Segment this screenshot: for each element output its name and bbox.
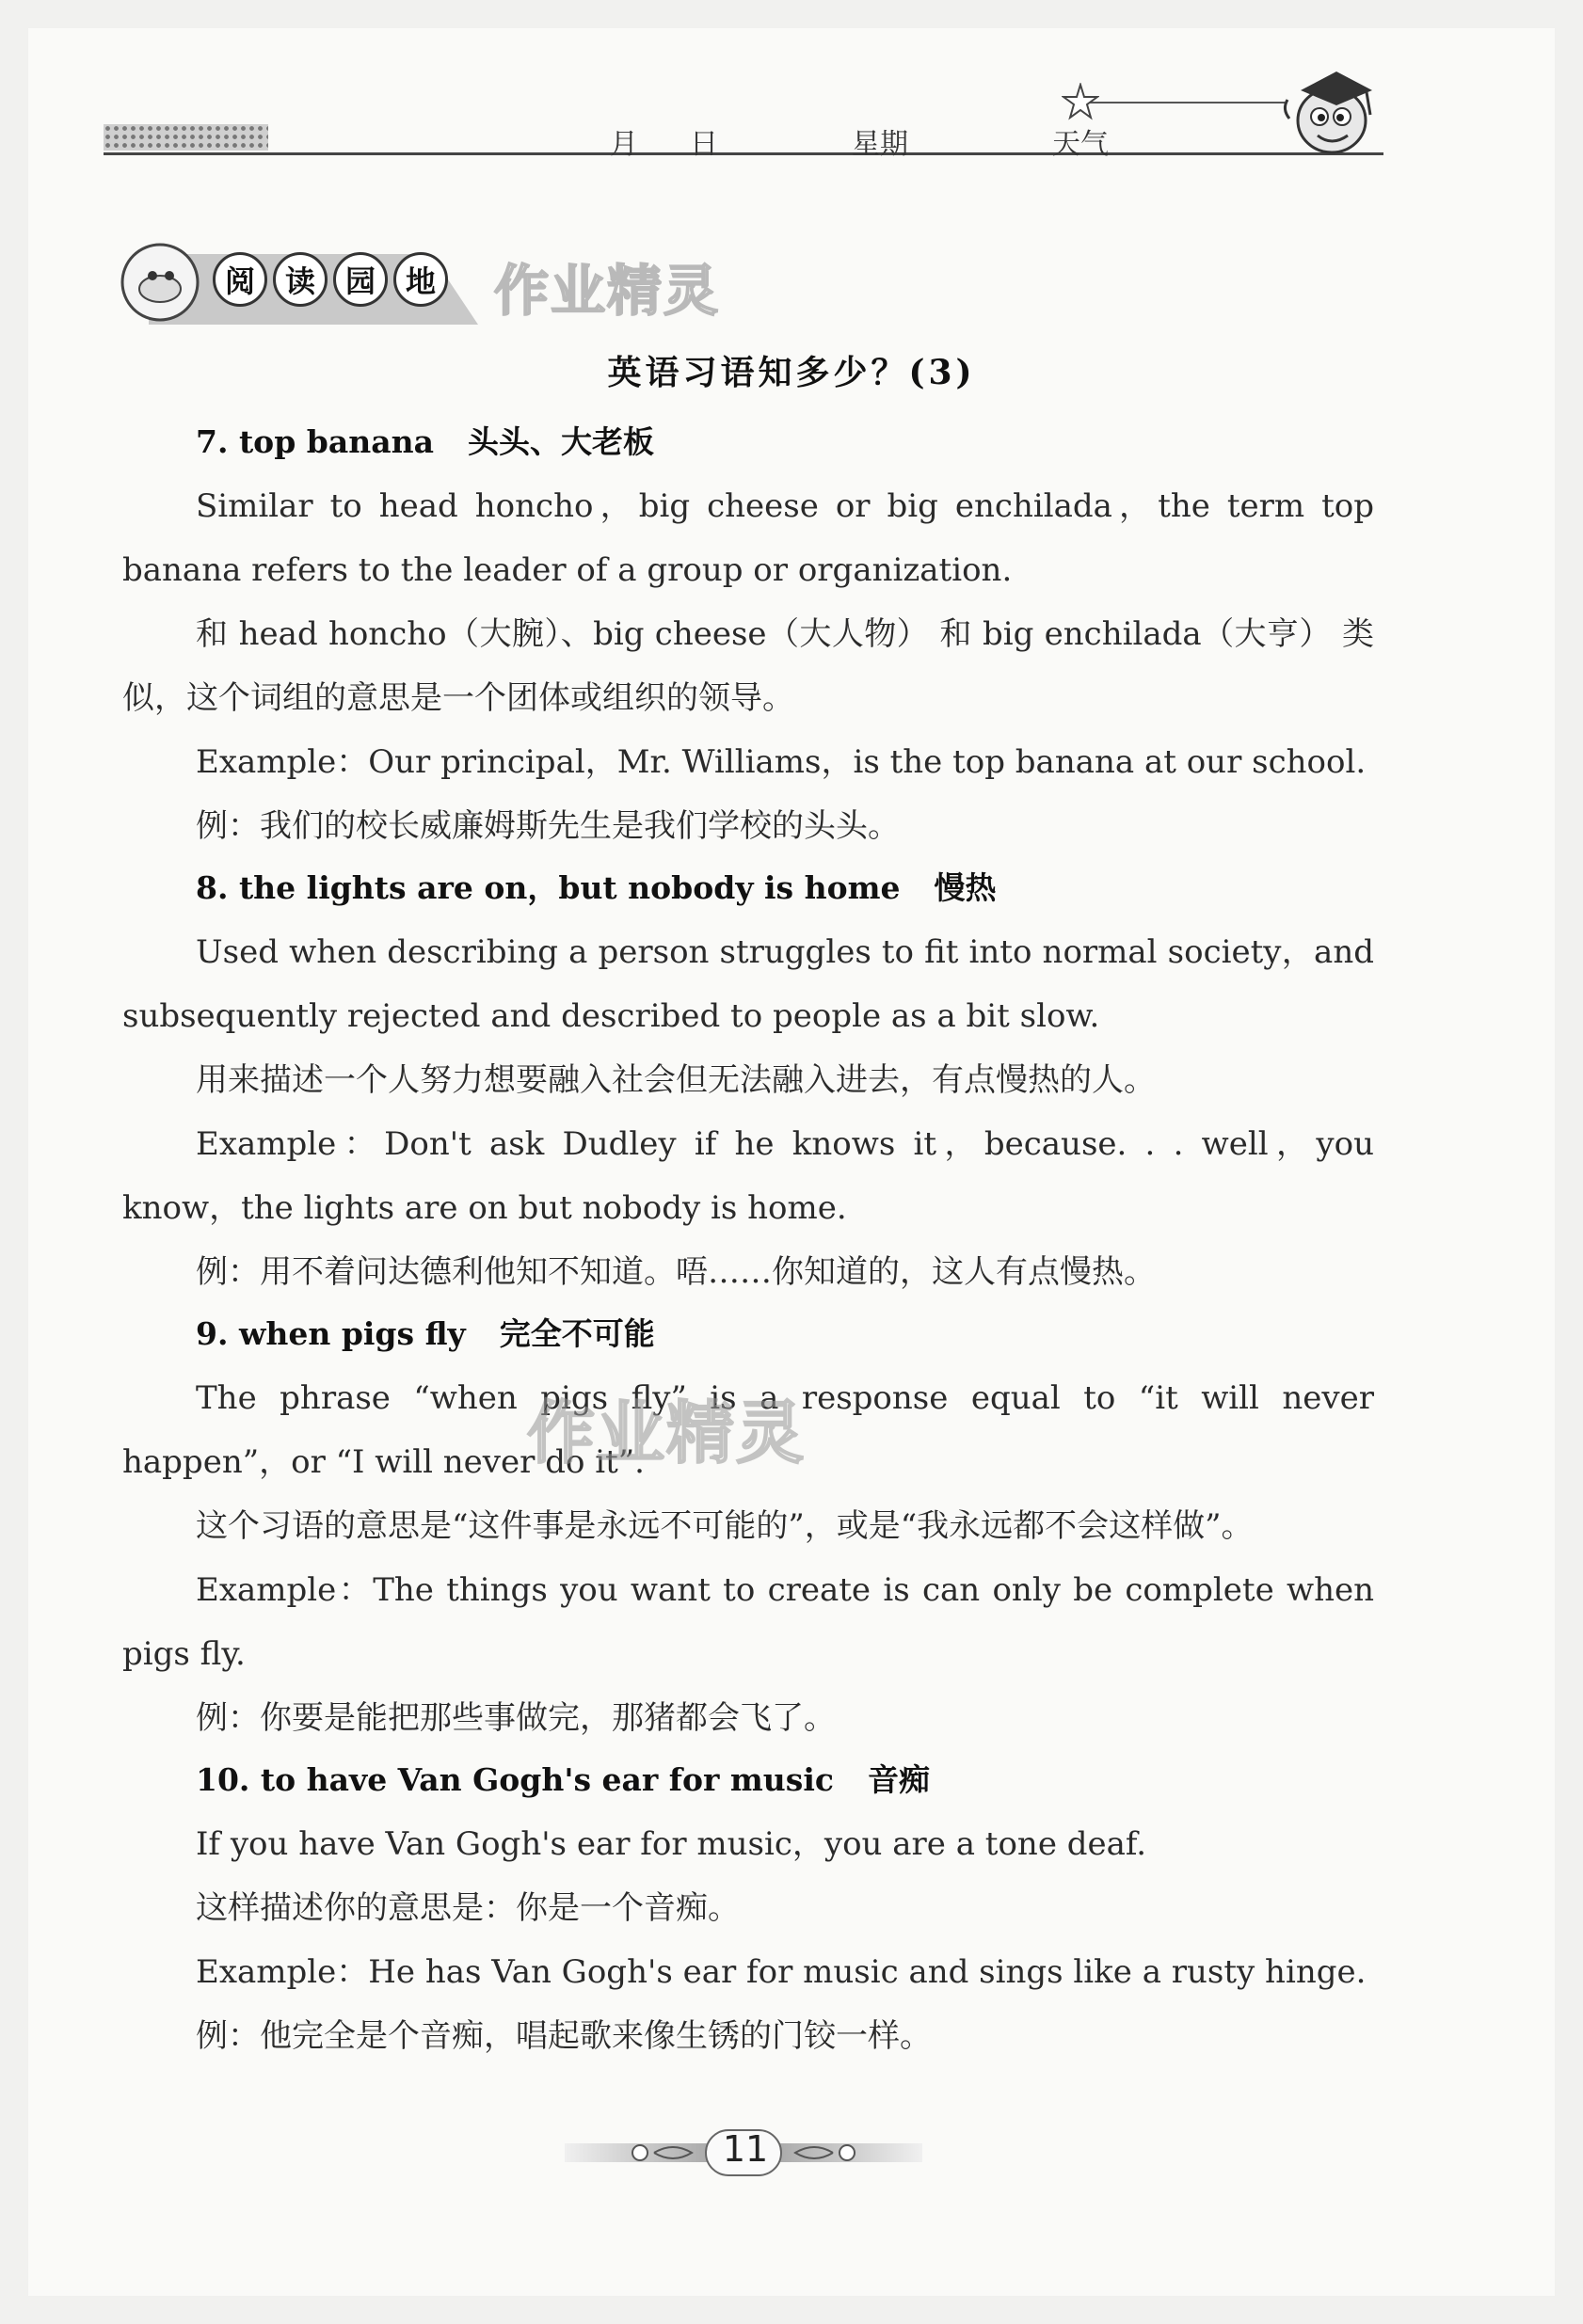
- header-dot-strip: [104, 124, 268, 151]
- heading-en: 8. the lights are on，but nobody is home: [196, 869, 901, 906]
- paragraph: 用来描述一个人努力想要融入社会但无法融入进去，有点慢热的人。: [196, 1061, 1156, 1099]
- paragraph: If you have Van Gogh's ear for music，you are a tone deaf.: [196, 1825, 1147, 1863]
- paragraph: 例：我们的校长威廉姆斯先生是我们学校的头头。: [196, 807, 900, 845]
- paragraph: Example：The things you want to create is can only be complete when pigs fly.: [122, 1571, 1374, 1673]
- header-rule: [104, 152, 1383, 155]
- paragraph: 例：你要是能把那些事做完，那猪都会飞了。: [196, 1699, 836, 1737]
- heading-en: 7. top banana: [196, 423, 434, 460]
- watermark-mid: 作业精灵: [527, 1393, 807, 1472]
- watermark: 作业精灵: [494, 259, 721, 323]
- entry-9: [122, 1302, 1374, 1750]
- section-char: 地: [393, 252, 448, 307]
- page-number: 11: [722, 2128, 769, 2170]
- paragraph: Example：Don't ask Dudley if he knows it，because. . . well，you know，the lights are on but nobody is home.: [122, 1125, 1374, 1227]
- day-label: 日: [690, 128, 718, 161]
- section-char: 园: [333, 252, 388, 307]
- entry-heading: [122, 1748, 1374, 1812]
- mascot-icon: [1280, 62, 1383, 166]
- entry-heading: [122, 410, 1374, 474]
- paragraph: 这个习语的意思是“这件事是永远不可能的”，或是“我永远都不会这样做”。: [196, 1507, 1254, 1545]
- weather-label: 天气: [1052, 128, 1109, 161]
- heading-zh: 音痴: [868, 1761, 930, 1798]
- paragraph: Similar to head honcho，big cheese or big enchilada，the term top banana refers to the leader of a group or organization.: [122, 487, 1374, 589]
- section-title: [213, 252, 448, 307]
- paragraph: 例：用不着问达德利他知不知道。唔……你知道的，这人有点慢热。: [196, 1253, 1156, 1291]
- heading-zh: 慢热: [934, 869, 997, 906]
- heading-en: 10. to have Van Gogh's ear for music: [196, 1761, 834, 1798]
- article-title: 英语习语知多少？(3): [607, 353, 976, 392]
- heading-zh: 完全不可能: [499, 1315, 655, 1352]
- entry-8: [122, 856, 1374, 1304]
- weather-line: [1082, 102, 1285, 103]
- paragraph: 和 head honcho（大腕）、big cheese（大人物） 和 big enchilada（大亨） 类似，这个词组的意思是一个团体或组织的领导。: [122, 615, 1374, 717]
- entry-10: [122, 1748, 1374, 2068]
- section-char: 读: [273, 252, 328, 307]
- entry-heading: [122, 856, 1374, 920]
- heading-zh: 头头、大老板: [467, 423, 654, 460]
- paragraph: Used when describing a person struggles to fit into normal society，and subsequently rejected and described to people as a bit slow.: [122, 933, 1374, 1035]
- star-icon: [1062, 83, 1099, 120]
- paragraph: Example：He has Van Gogh's ear for music and sings like a rusty hinge.: [196, 1953, 1367, 1991]
- entry-heading: [122, 1302, 1374, 1366]
- paragraph: Example：Our principal，Mr. Williams，is the top banana at our school.: [196, 743, 1367, 781]
- paragraph: The phrase “when pigs fly” is a response equal to “it will never happen”，or “I will never do it”.: [122, 1379, 1374, 1481]
- section-char: 阅: [213, 252, 267, 307]
- month-label: 月: [610, 128, 638, 161]
- heading-en: 9. when pigs fly: [196, 1315, 466, 1352]
- paragraph: 这样描述你的意思是：你是一个音痴。: [196, 1889, 740, 1927]
- paragraph: 例：他完全是个音痴，唱起歌来像生锈的门铰一样。: [196, 2017, 932, 2055]
- weekday-label: 星期: [852, 128, 908, 161]
- entry-7: [122, 410, 1374, 858]
